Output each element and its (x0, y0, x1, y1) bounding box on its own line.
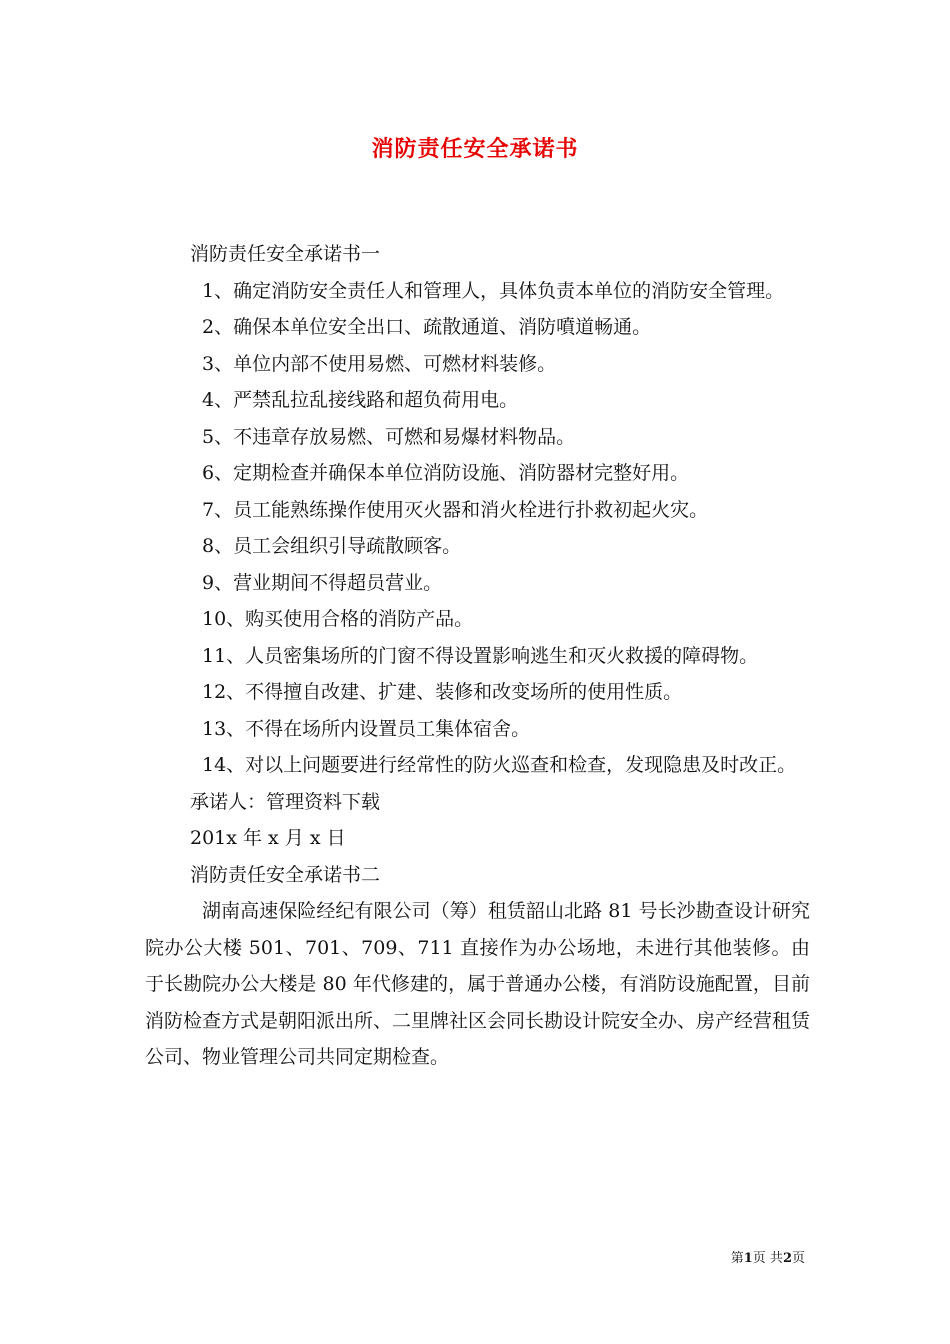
clause-12: 12、不得擅自改建、扩建、装修和改变场所的使用性质。 (202, 681, 683, 703)
footer-total-pages: 2 (782, 1251, 792, 1266)
company-paragraph: 湖南高速保险经纪有限公司（筹）租赁韶山北路 81 号长沙勘查设计研究院办公大楼 501、701、709、711 直接作为办公场地，未进行其他装修。由于长勘院办公大楼是 80 年代修建的，属于普通办公楼，有消防设施配置，目前消防检查方式是朝阳派出所、二里牌社区会同长勘设计院安全办、房产经营租赁公司、物业管理公司共同定期检查。 (145, 900, 811, 1068)
footer-suffix: 页 (791, 1251, 805, 1266)
clause-1: 1、确定消防安全责任人和管理人，具体负责本单位的消防安全管理。 (202, 279, 785, 302)
document-title: 消防责任安全承诺书 (371, 136, 579, 162)
clause-2: 2、确保本单位安全出口、疏散通道、消防噴道畅通。 (202, 316, 652, 338)
clause-13: 13、不得在场所内设置员工集体宿舍。 (202, 717, 531, 740)
footer-middle: 页 共 (752, 1251, 783, 1266)
page-footer (731, 1247, 805, 1266)
clause-9: 9、营业期间不得超员营业。 (202, 571, 443, 594)
promisor-line: 承诺人：管理资料下载 (190, 790, 381, 813)
clause-7: 7、员工能熟练操作使用灭火器和消火栓进行扑救初起火灾。 (202, 498, 709, 521)
footer-prefix: 第 (730, 1251, 744, 1266)
clause-8: 8、员工会组织引导疏散顾客。 (202, 535, 462, 557)
clause-14: 14、对以上问题要进行经常性的防火巡查和检查，发现隐患及时改正。 (202, 754, 797, 776)
section-heading-1: 消防责任安全承诺书一 (190, 243, 381, 265)
clause-10: 10、购买使用合格的消防产品。 (202, 608, 474, 630)
clause-5: 5、不违章存放易燃、可燃和易爆材料物品。 (202, 425, 576, 448)
section-heading-2: 消防责任安全承诺书二 (190, 863, 381, 886)
clause-6: 6、定期检查并确保本单位消防设施、消防器材完整好用。 (202, 462, 690, 484)
clause-3: 3、单位内部不使用易燃、可燃材料装修。 (202, 352, 557, 375)
date-line: 201x 年 x 月 x 日 (190, 827, 346, 849)
document-body (145, 236, 810, 1076)
clause-11: 11、人员密集场所的门窗不得设置影响逃生和灭火救援的障碍物。 (202, 644, 759, 667)
clause-4: 4、严禁乱拉乱接线路和超负荷用电。 (202, 389, 519, 411)
footer-page-number: 1 (743, 1251, 753, 1266)
